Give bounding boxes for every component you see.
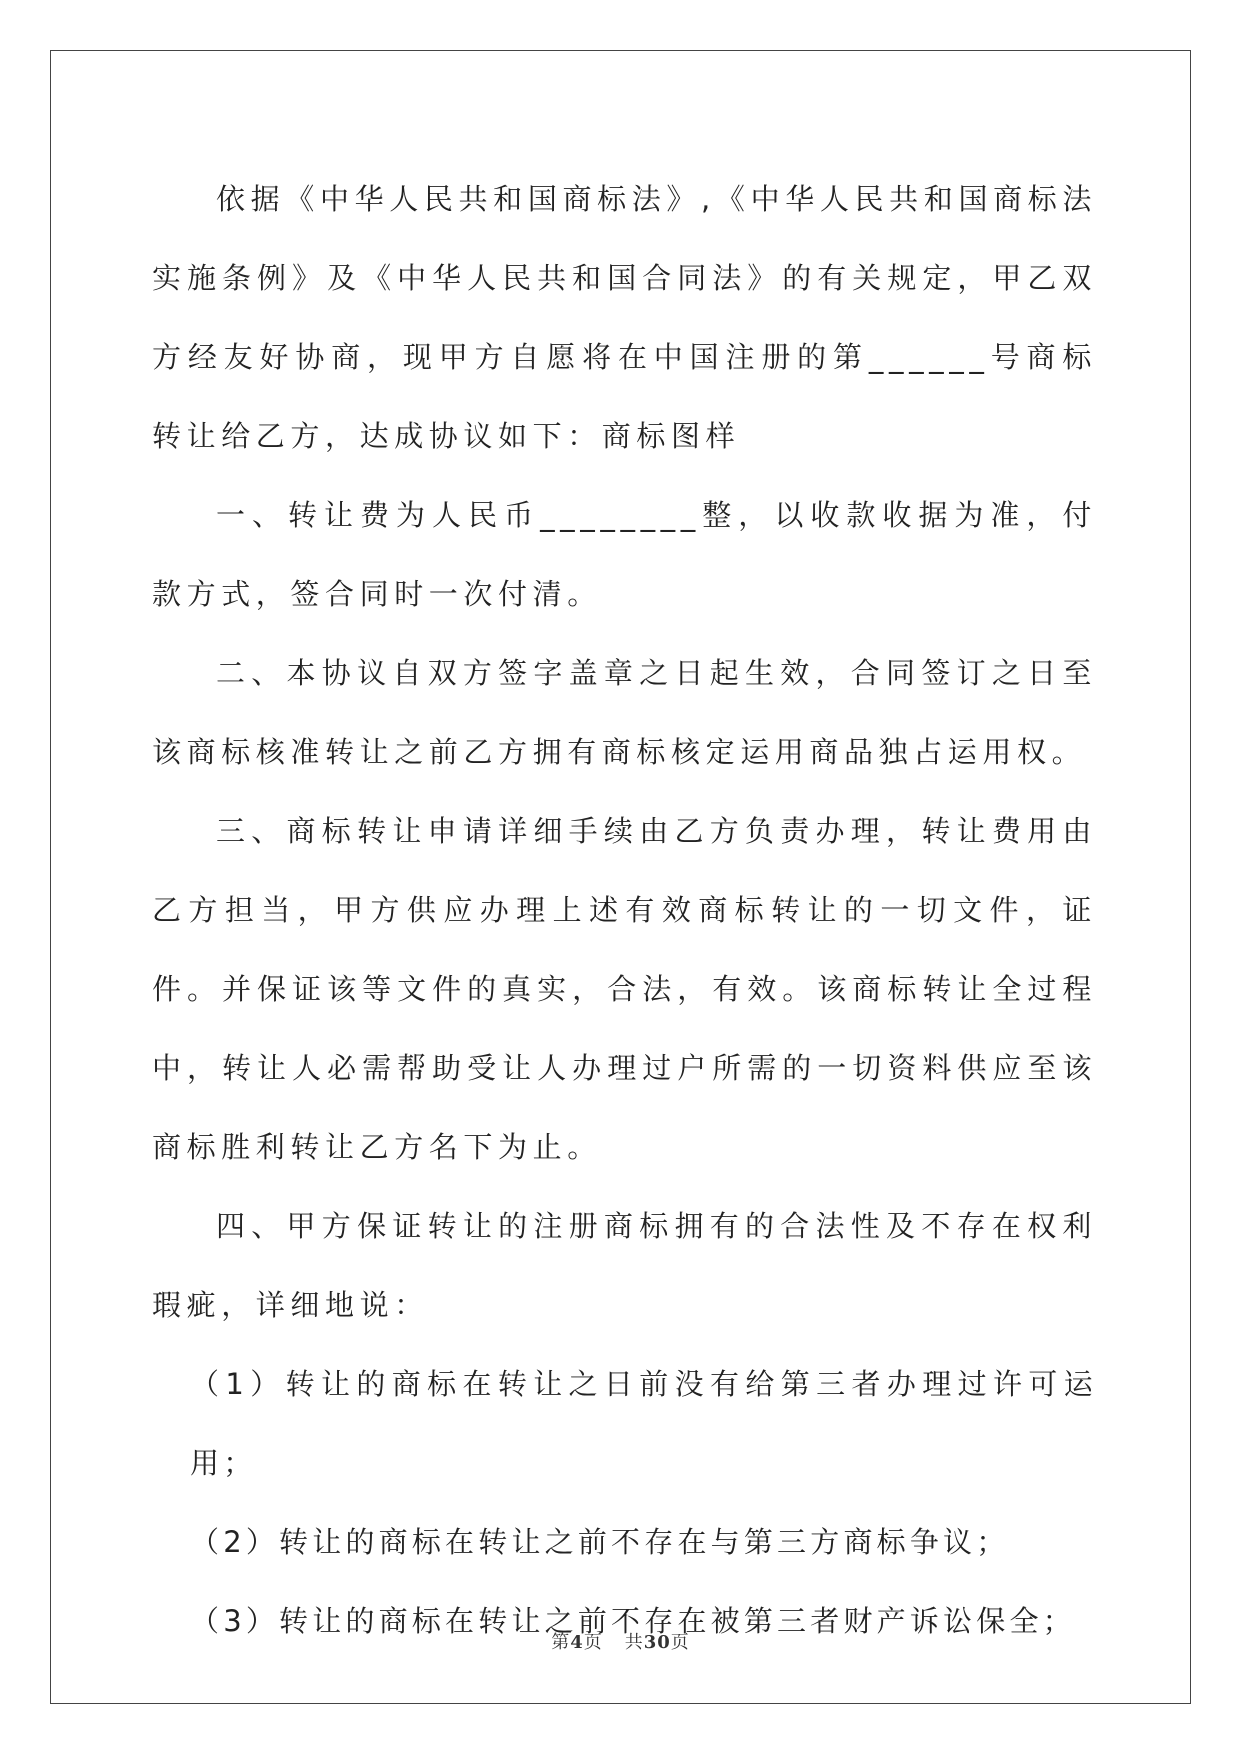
paragraph-clause-3: 三、商标转让申请详细手续由乙方负责办理，转让费用由乙方担当，甲方供应办理上述有效商标转让的一切文件，证件。并保证该等文件的真实，合法，有效。该商标转让全过程中，转让人必需帮助受让人办理过户所需的一切资料供应至该商标胜利转让乙方名下为止。	[152, 814, 1097, 1164]
footer-page-prefix: 第	[551, 1632, 571, 1653]
paragraph-clause-4: 四、甲方保证转让的注册商标拥有的合法性及不存在权利瑕疵，详细地说：	[152, 1209, 1097, 1322]
paragraph-intro: 依据《中华人民共和国商标法》,《中华人民共和国商标法实施条例》及《中华人民共和国合同法》的有关规定，甲乙双方经友好协商，现甲方自愿将在中国注册的第______号商标转让给乙方，达成协议如下：商标图样	[152, 182, 1097, 453]
list-item-1: （1）转让的商标在转让之日前没有给第三者办理过许可运用；	[190, 1367, 1097, 1480]
document-body	[152, 160, 1097, 1661]
list-item-2: （2）转让的商标在转让之前不存在与第三方商标争议；	[190, 1525, 1010, 1559]
list-item-3: （3）转让的商标在转让之前不存在被第三者财产诉讼保全；	[190, 1604, 1076, 1638]
footer-total-suffix: 页	[670, 1632, 690, 1653]
footer-page-suffix: 页	[583, 1632, 603, 1653]
page-footer	[0, 1628, 1241, 1654]
footer-total-pages: 30	[643, 1632, 671, 1653]
footer-total-prefix: 共	[624, 1632, 644, 1653]
paragraph-clause-1: 一、转让费为人民币________整，以收款收据为准，付款方式，签合同时一次付清。	[152, 498, 1097, 611]
paragraph-clause-2: 二、本协议自双方签字盖章之日起生效，合同签订之日至该商标核准转让之前乙方拥有商标核定运用商品独占运用权。	[152, 656, 1097, 769]
footer-page-number: 4	[570, 1632, 584, 1653]
